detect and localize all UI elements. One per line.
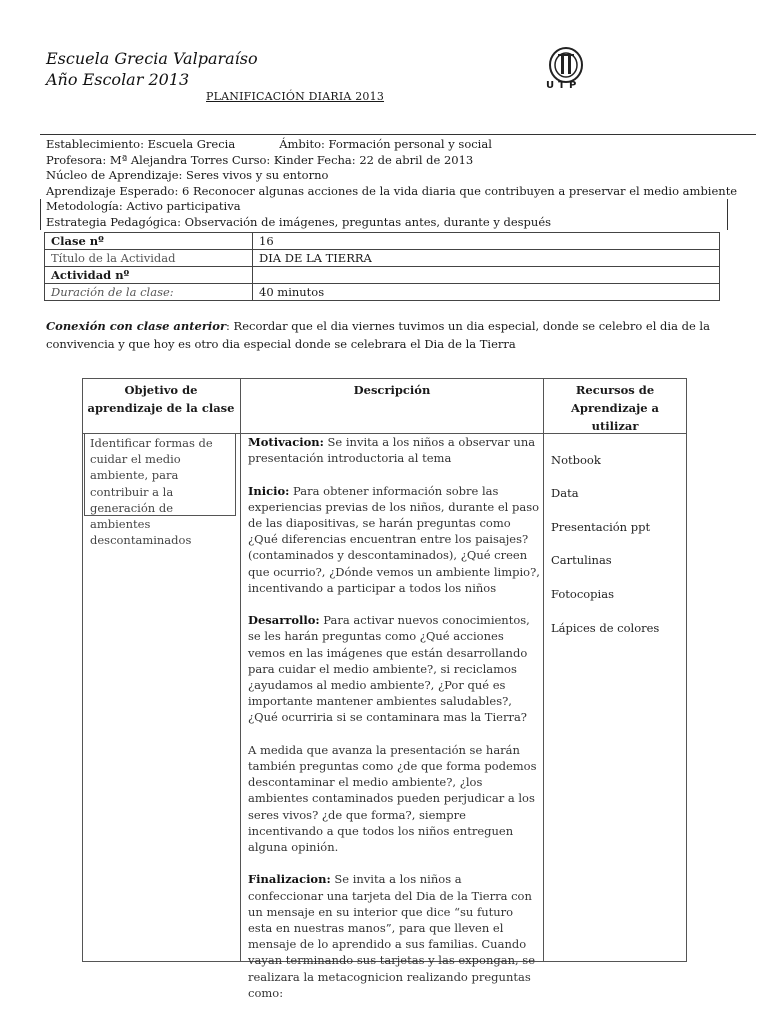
- desc-desarrollo: Desarrollo: Para activar nuevos conocimientos, se les harán preguntas como ¿Qué acciones vemos en las imágenes que están desarrollando para cuidar el medio ambiente?, si reciclamos ¿ayudamos al medio ambiente?, ¿Por qué es importante mantener ambientes saludables?, ¿Qué ocurriria si se contaminara mas la Tierra?: [248, 613, 530, 725]
- table-row: [45, 284, 720, 301]
- class-meta-table: [44, 232, 720, 301]
- plan-title: PLANIFICACIÓN DIARIA 2013: [206, 90, 385, 103]
- frame-line-right: [727, 199, 728, 230]
- meta-value-clase: 16: [253, 233, 720, 250]
- desc-motivacion: Motivacion: Se invita a los niños a observar una presentación introductoria al tema: [248, 435, 536, 466]
- top-divider: [40, 134, 756, 135]
- info-row-establecimiento: [46, 137, 737, 153]
- establecimiento: Establecimiento: Escuela Grecia: [46, 137, 236, 151]
- desc-finalizacion: Finalizacion: Se invita a los niños a confeccionar una tarjeta del Dia de la Tierra con un mensaje en su interior que dice “su futuro esta en nuestras manos”, para que lleven el mensaje de lo aprendido a sus familias. Cuando vayan terminando sus tarjetas y las expongan, se realizara la metacognicion realizando preguntas como:: [248, 872, 536, 1000]
- header-recursos: Recursos de Aprendizaje a utilizar: [570, 383, 660, 433]
- conexion-label: Conexión con clase anterior: [46, 319, 227, 333]
- nucleo: Núcleo de Aprendizaje: Seres vivos y su entorno: [46, 168, 329, 183]
- meta-value-duracion: 40 minutos: [253, 284, 720, 301]
- profesora: Profesora: Mª Alejandra Torres Curso: Kinder Fecha: 22 de abril de 2013: [46, 152, 474, 167]
- column-divider: [240, 378, 241, 962]
- descripcion-cell: [248, 434, 540, 1017]
- estrategia: Estrategia Pedagógica: Observación de imágenes, preguntas antes, durante y después: [46, 214, 552, 229]
- desc-presentacion: A medida que avanza la presentación se harán también preguntas como ¿de que forma podemos descontaminar el medio ambiente?, ¿los ambientes contaminados pueden perjudicar a los seres vivos? ¿de que forma?, siempre incentivando a que todos los niños entreguen alguna opinión.: [248, 742, 537, 855]
- meta-label-titulo: Título de la Actividad: [45, 250, 253, 267]
- table-row: [45, 267, 720, 284]
- frame-line-left: [40, 199, 41, 230]
- recurso-item: Cartulinas: [551, 553, 612, 567]
- school-year: Año Escolar 2013: [46, 70, 190, 89]
- meta-value-titulo: DIA DE LA TIERRA: [253, 250, 720, 267]
- logo-text: UTP: [546, 80, 581, 91]
- aprendizaje-esperado: Aprendizaje Esperado: 6 Reconocer algunas acciones de la vida diaria que contribuyen a preservar el medio ambiente: [46, 183, 738, 198]
- meta-label-duracion: Duración de la clase:: [45, 284, 253, 301]
- recurso-item: Presentación ppt: [551, 520, 651, 534]
- table-row: [45, 233, 720, 250]
- recurso-item: Fotocopias: [551, 587, 614, 601]
- conexion-text: : Recordar que el dia viernes tuvimos un dia especial, donde se celebro el dia de la convivencia y que hoy es otro dia especial donde se celebrara el Dia de la Tierra: [46, 319, 710, 351]
- table-row: [45, 250, 720, 267]
- meta-value-actividad: [253, 267, 720, 284]
- ambito: Ámbito: Formación personal y social: [279, 137, 492, 151]
- school-header: [46, 48, 258, 90]
- header-objetivo: Objetivo de aprendizaje de la clase: [87, 383, 235, 415]
- recurso-item: Data: [551, 486, 579, 500]
- info-block: [46, 137, 737, 231]
- recurso-item: Notbook: [551, 453, 601, 467]
- school-name: Escuela Grecia Valparaíso: [46, 49, 258, 68]
- header-descripcion: Descripción: [353, 383, 431, 397]
- desc-inicio: Inicio: Para obtener información sobre las experiencias previas de los niños, durante el paso de las diapositivas, se harán preguntas como ¿Qué diferencias encuentran entre los paisajes? (contaminados y descontaminados), ¿Qué creen que ocurrio?, ¿Dónde vemos un ambiente limpio?, incentivando a participar a todos los niños: [248, 483, 540, 595]
- objetivo-text: Identificar formas de cuidar el medio ambiente, para contribuir a la generación de ambientes descontaminados: [90, 436, 213, 548]
- conexion-paragraph: [46, 317, 726, 353]
- recurso-item: Lápices de colores: [551, 621, 660, 635]
- column-divider: [543, 378, 544, 962]
- meta-label-clase: Clase nº: [45, 233, 253, 250]
- meta-label-actividad: Actividad nº: [45, 267, 253, 284]
- metodologia: Metodología: Activo participativa: [46, 199, 241, 214]
